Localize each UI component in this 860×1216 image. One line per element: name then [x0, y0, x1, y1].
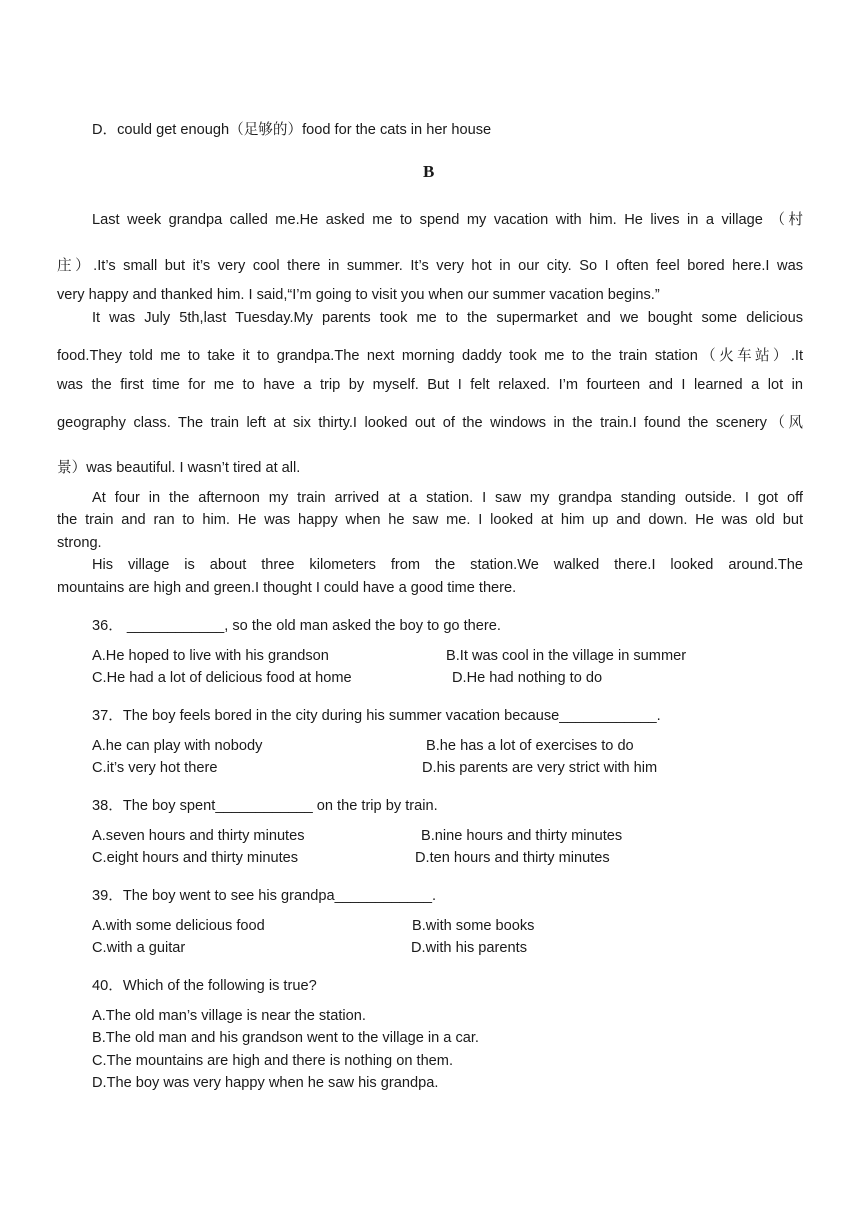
passage-line: very happy and thanked him. I said,“I’m going to visit you when our summer vacation begins.” [57, 287, 660, 303]
question-stem: 39．The boy went to see his grandpa____________. [92, 888, 437, 904]
previous-question-option-d: D．could get enough（足够的）food for the cats in her house [92, 122, 492, 138]
option-c: C.The mountains are high and there is nothing on them. [92, 1053, 454, 1069]
option-a: A.with some delicious food [92, 918, 265, 934]
option-d: D.with his parents [411, 940, 527, 956]
passage-line: Last week grandpa called me.He asked me to spend my vacation with him. He lives in a village （村 [92, 212, 803, 228]
passage-line: His village is about three kilometers from the station.We walked there.I looked around.The [92, 557, 803, 573]
passage-line: At four in the afternoon my train arrived at a station. I saw my grandpa standing outside. I got off [92, 490, 803, 506]
option-b: B.It was cool in the village in summer [446, 648, 687, 664]
section-heading: B [423, 162, 435, 181]
passage-line: 庄）.It’s small but it’s very cool there in summer. It’s very hot in our city. So I often feel bored here.I was [57, 258, 803, 274]
option-c: C.He had a lot of delicious food at home [92, 670, 352, 686]
option-b: B.he has a lot of exercises to do [426, 738, 634, 754]
passage-line: mountains are high and green.I thought I could have a good time there. [57, 580, 517, 596]
question-stem: 40．Which of the following is true? [92, 978, 317, 994]
option-c: C.eight hours and thirty minutes [92, 850, 299, 866]
option-b: B.with some books [412, 918, 535, 934]
option-d: D.his parents are very strict with him [422, 760, 658, 776]
passage-line: strong. [57, 535, 102, 551]
passage-line: food.They told me to take it to grandpa.The next morning daddy took me to the train station（火车站）.It [57, 348, 803, 364]
option-a: A.He hoped to live with his grandson [92, 648, 329, 664]
question-stem: 38．The boy spent____________ on the trip by train. [92, 798, 438, 814]
option-a: A.The old man’s village is near the station. [92, 1008, 366, 1024]
passage-line: was the first time for me to have a trip by myself. But I felt relaxed. I’m fourteen and I learned a lot in [57, 377, 803, 393]
option-d: D.ten hours and thirty minutes [415, 850, 610, 866]
passage-line: It was July 5th,last Tuesday.My parents took me to the supermarket and we bought some delicious [92, 310, 803, 326]
option-d: D.He had nothing to do [452, 670, 603, 686]
option-b: B.nine hours and thirty minutes [421, 828, 623, 844]
question-stem: 37．The boy feels bored in the city during his summer vacation because____________. [92, 708, 661, 724]
option-c: C.with a guitar [92, 940, 186, 956]
option-b: B.The old man and his grandson went to the village in a car. [92, 1030, 479, 1046]
passage-line: geography class. The train left at six thirty.I looked out of the windows in the train.I found the scenery（风 [57, 415, 803, 431]
option-d: D.The boy was very happy when he saw his grandpa. [92, 1075, 439, 1091]
question-stem: 36． ____________, so the old man asked the boy to go there. [92, 618, 501, 634]
passage-line: the train and ran to him. He was happy when he saw me. I looked at him up and down. He was old but [57, 512, 803, 528]
option-a: A.seven hours and thirty minutes [92, 828, 305, 844]
option-c: C.it’s very hot there [92, 760, 218, 776]
passage-line: 景）was beautiful. I wasn’t tired at all. [57, 460, 301, 476]
option-a: A.he can play with nobody [92, 738, 263, 754]
